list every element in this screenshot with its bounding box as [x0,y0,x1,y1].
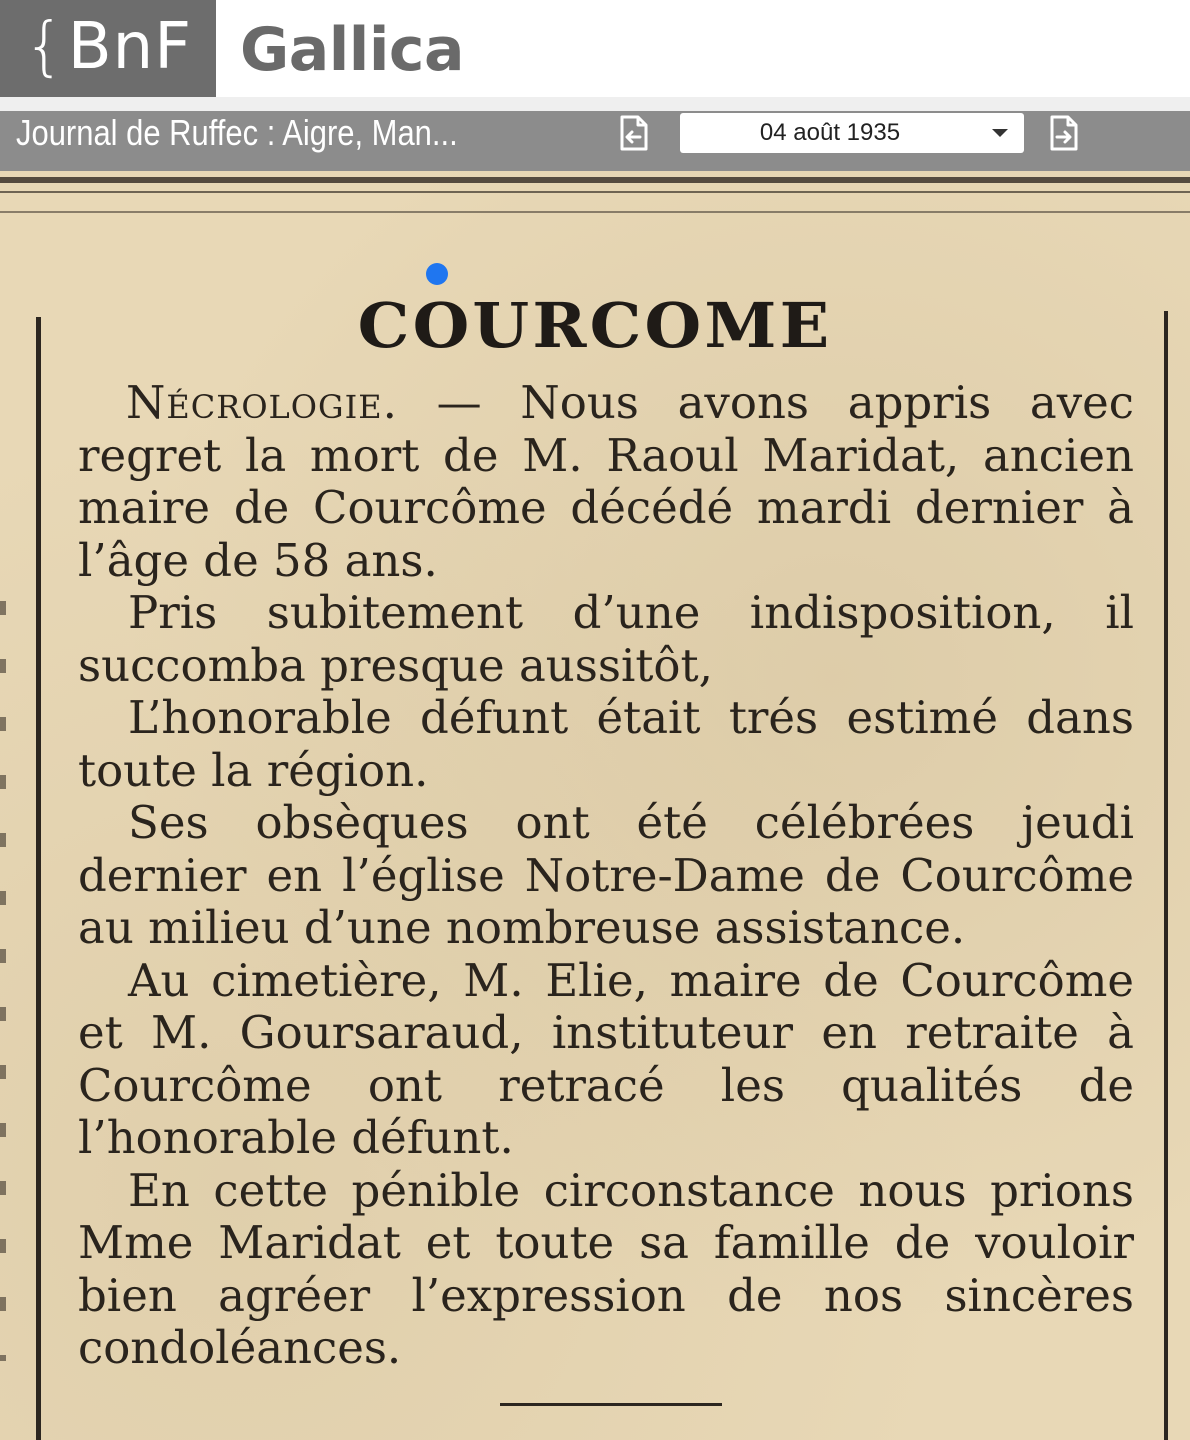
document-toolbar [0,111,1190,171]
issue-date-select[interactable] [680,113,1024,153]
position-marker-dot [426,263,448,285]
previous-issue-button[interactable] [612,111,656,155]
bnf-logo[interactable] [0,0,216,97]
site-title[interactable]: Gallica [240,15,464,85]
column-rule-left [36,317,41,1440]
article-heading: COURCOME [357,289,833,362]
article-paragraph: Pris subitement d’une indisposition, il succomba presque aussitôt, [78,586,1134,692]
next-issue-button[interactable] [1042,111,1086,155]
logo-text: BnF [67,9,192,84]
page-rule [0,211,1190,213]
page-rule [0,191,1190,193]
section-label: Nécrologie. [126,376,398,429]
file-arrow-left-icon [614,113,654,153]
adjacent-column-fragment [0,601,6,1361]
caret-down-icon [992,129,1008,137]
paragraph-text: — Nous avons appris avec regret la mort de M. Raoul Maridat, ancien maire de Courcôme décédé mardi dernier à l’âge de 58 ans. [78,376,1134,587]
document-title[interactable]: Journal de Ruffec : Aigre, Man... [16,112,458,153]
issue-date-value: 04 août 1935 [759,119,901,146]
column-rule-right [1164,311,1168,1440]
article-paragraph [78,377,1134,587]
article-body [78,377,1134,1375]
article-paragraph: En cette pénible circonstance nous prions Mme Maridat et toute sa famille de vouloir bien agréer l’expression de nos sincères condoléances. [78,1163,1134,1374]
article-paragraph: L’honorable défunt était trés estimé dans toute la région. [78,691,1134,797]
page-rule [0,177,1190,183]
page-viewer[interactable] [0,171,1190,1440]
article-end-rule [500,1403,722,1406]
header-divider [0,97,1190,111]
logo-brace: { [24,9,66,84]
file-arrow-right-icon [1044,113,1084,153]
article-paragraph: Au cimetière, M. Elie, maire de Courcôme et M. Goursaraud, instituteur en retraite à Courcôme ont retracé les qualités de l’honorable défunt. [78,953,1134,1164]
article-paragraph: Ses obsèques ont été célébrées jeudi dernier en l’église Notre-Dame de Courcôme au milieu d’une nombreuse assistance. [78,796,1134,954]
site-header [0,0,1190,97]
